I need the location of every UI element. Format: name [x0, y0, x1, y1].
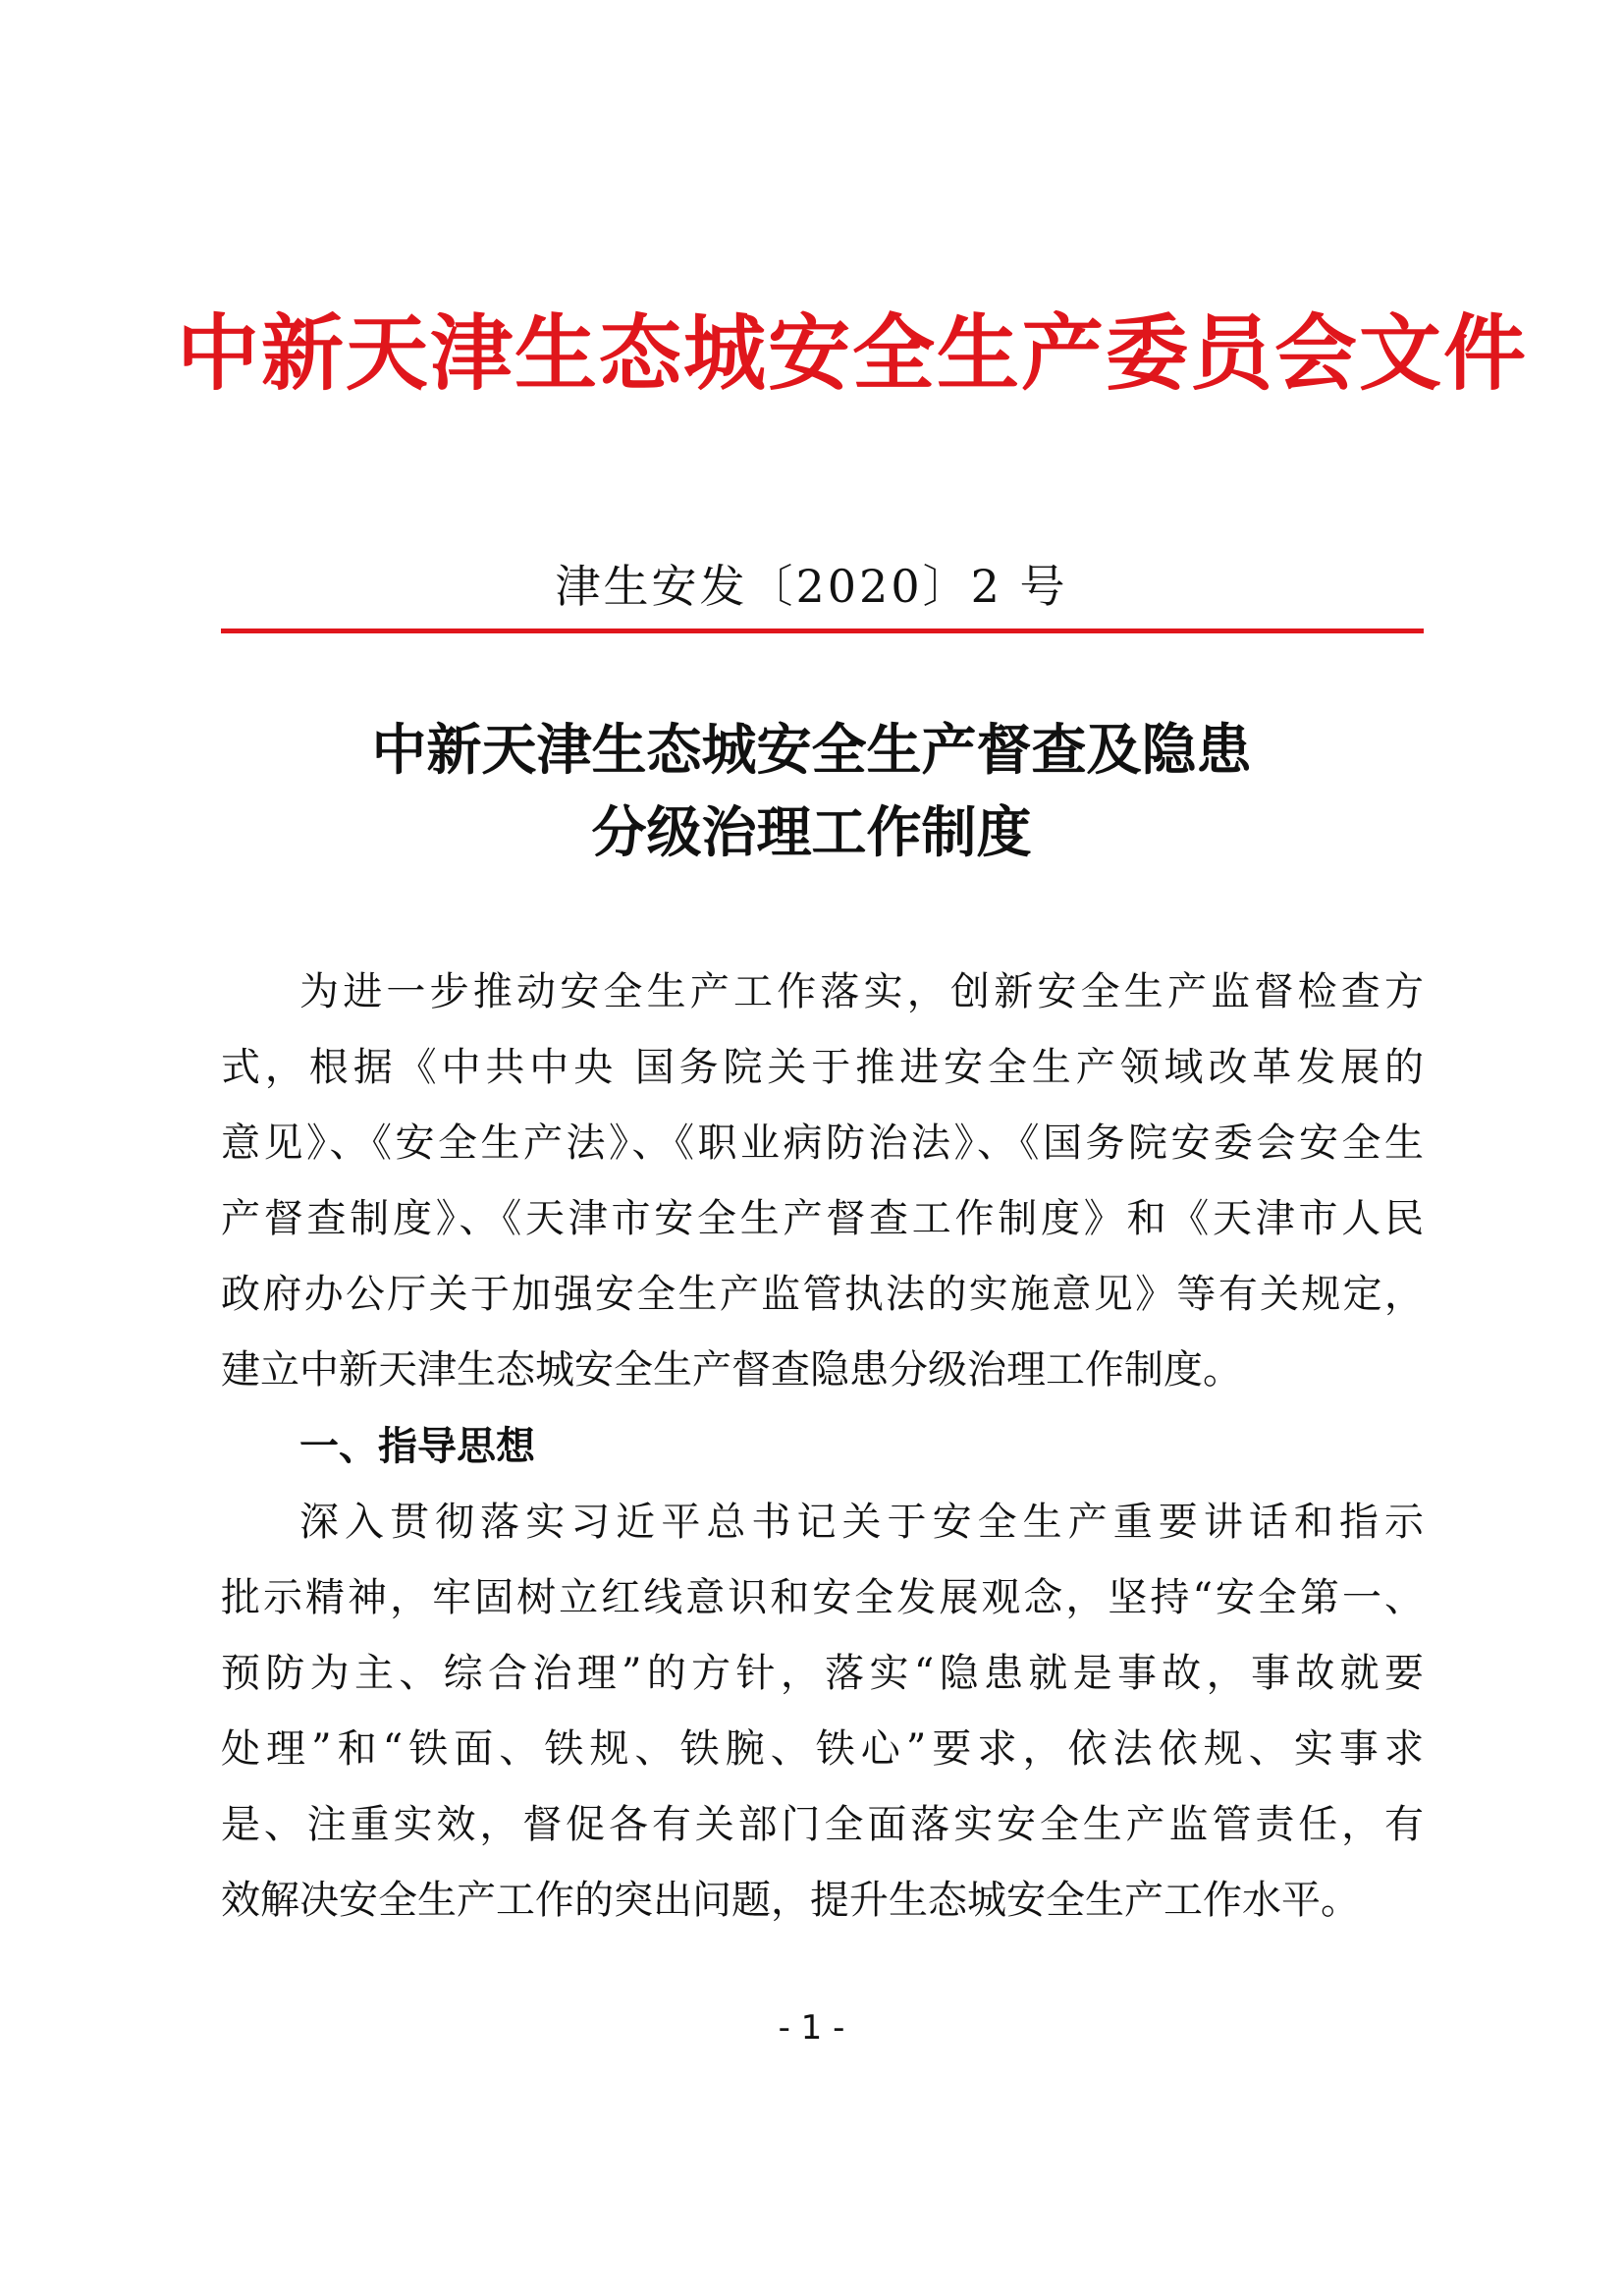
- guiding-thought-paragraph: [221, 1485, 1424, 1939]
- document-title-line-1: 中新天津生态城安全生产督查及隐患: [371, 718, 1252, 783]
- intro-line: 为进一步推动安全生产工作落实，创新安全生产监督检查方: [299, 969, 1424, 1014]
- masthead-title: 中新天津生态城安全生产委员会文件: [177, 305, 1529, 402]
- section-heading-guiding-thought: 一、指导思想: [299, 1424, 535, 1469]
- document-number: 津生安发〔2020〕2 号: [555, 560, 1068, 613]
- guiding-line: 处理”和“铁面、铁规、铁腕、铁心”要求，依法依规、实事求: [221, 1726, 1424, 1772]
- document-title: [177, 709, 1446, 874]
- guiding-line: 深入贯彻落实习近平总书记关于安全生产重要讲话和指示: [299, 1500, 1424, 1545]
- guiding-line: 效解决安全生产工作的突出问题，提升生态城安全生产工作水平。: [221, 1878, 1360, 1923]
- intro-line: 意见》、《安全生产法》、《职业病防治法》、《国务院安委会安全生: [221, 1121, 1424, 1166]
- guiding-line: 预防为主、综合治理”的方针，落实“隐患就是事故，事故就要: [221, 1651, 1424, 1696]
- guiding-line: 批示精神，牢固树立红线意识和安全发展观念，坚持“安全第一、: [221, 1575, 1424, 1620]
- page-number: - 1 -: [778, 2008, 845, 2048]
- intro-line: 建立中新天津生态城安全生产督查隐患分级治理工作制度。: [221, 1347, 1242, 1393]
- red-divider-line: [221, 629, 1424, 633]
- intro-paragraph: [221, 955, 1424, 1408]
- intro-line: 政府办公厅关于加强安全生产监管执法的实施意见》等有关规定，: [221, 1272, 1424, 1317]
- intro-line: 式，根据《中共中央 国务院关于推进安全生产领域改革发展的: [221, 1045, 1424, 1090]
- document-title-line-2: 分级治理工作制度: [591, 800, 1032, 865]
- guiding-line: 是、注重实效，督促各有关部门全面落实安全生产监管责任，有: [221, 1802, 1424, 1847]
- intro-line: 产督查制度》、《天津市安全生产督查工作制度》和《天津市人民: [221, 1196, 1424, 1241]
